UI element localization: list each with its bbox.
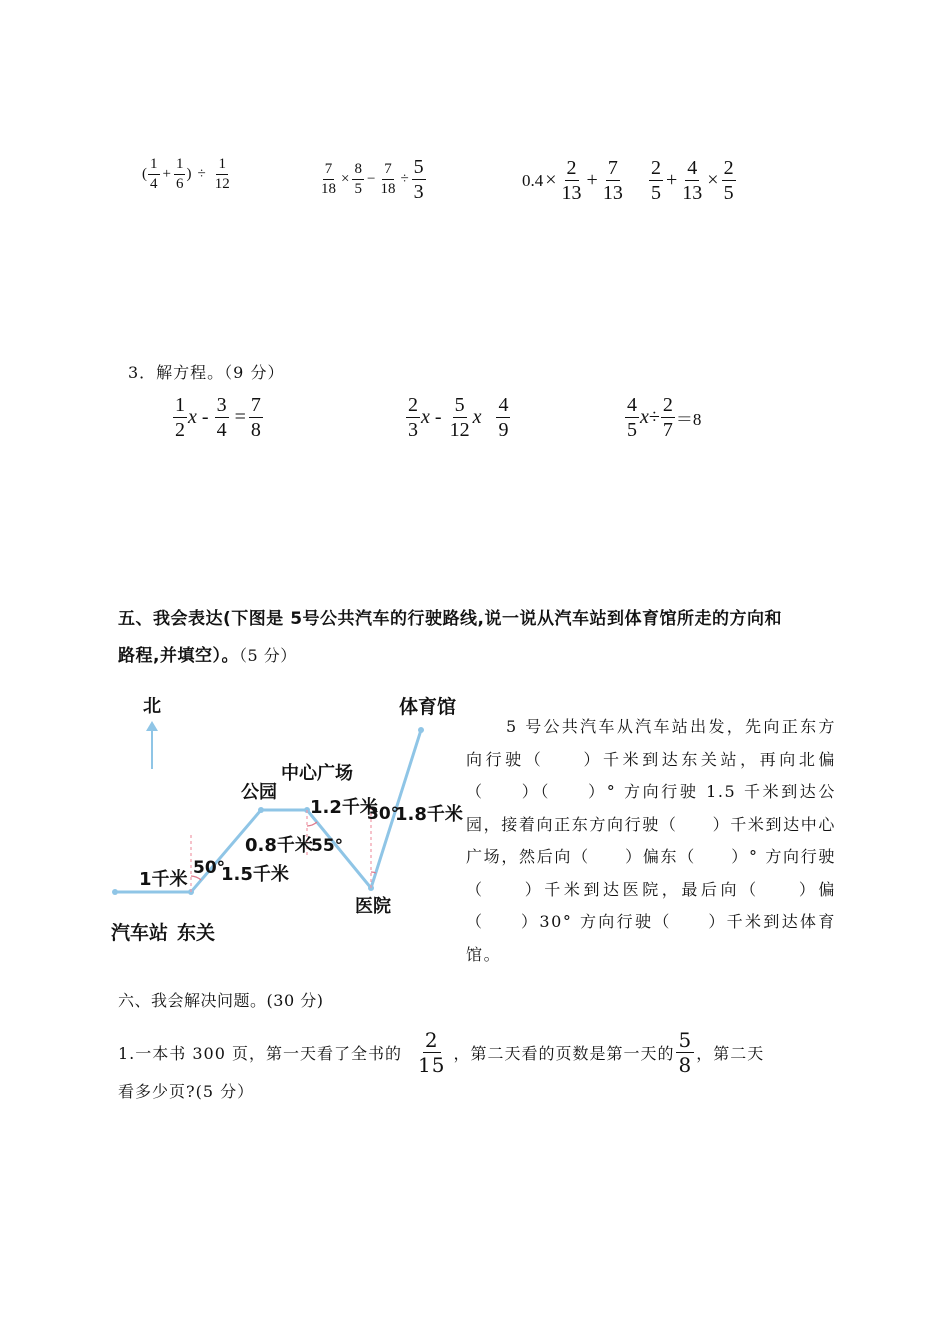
section-5-title-line-1: 五、我会表达(下图是 5号公共汽车的行驶路线,说一说从汽车站到体育馆所走的方向和	[118, 609, 782, 629]
fraction: $\frac{3}{4}$	[216, 394, 227, 441]
angle-arc-55	[307, 822, 317, 826]
fraction: $\frac{2}{3}$	[408, 394, 418, 441]
label-angle-30: 30°	[367, 804, 400, 824]
angle-arc-30	[371, 872, 376, 873]
stop-dot-park	[258, 807, 264, 813]
fraction: $\frac{4}{9}$	[498, 394, 509, 441]
stop-dot-stadium	[418, 727, 424, 733]
fraction: $\frac{2}{15}$	[417, 1028, 446, 1077]
label-distance-2: 1.5千米	[221, 864, 289, 885]
section-5-fill-in-paragraph: 5 号公共汽车从汽车站出发，先向正东方向行驶（ ）千米到达东关站，再向北偏（ ）（ ）° 方向行驶 1.5 千米到达公园，接着向正东方向行驶（ ）千米到达中心广场，然后向（ ）偏东（ ）° 方向行驶（ ）千米到达医院，最后向（ ）偏（ ）30° 方向行驶（ ）千米到达体育馆。	[466, 717, 836, 964]
fraction: $\frac{1}{6}$	[175, 156, 184, 192]
paren-open: (	[142, 166, 147, 182]
fraction: $\frac{1}{2}$	[175, 394, 185, 441]
equation-3: $\frac{4}{5}$ x ÷ $\frac{2}{7}$ ＝8	[627, 394, 702, 441]
fraction: $\frac{2}{13}$	[561, 157, 582, 204]
fraction: $\frac{7}{13}$	[602, 157, 623, 204]
fraction: $\frac{5}{12}$	[449, 394, 470, 441]
section-6-title: 六、我会解决问题。(30 分)	[118, 991, 324, 1010]
bus-route-map	[105, 685, 463, 950]
label-hospital: 医院	[355, 896, 391, 917]
label-stadium: 体育馆	[399, 696, 457, 718]
fraction: $\frac{2}{7}$	[662, 394, 673, 441]
label-angle-50: 50°	[193, 858, 226, 878]
fraction: $\frac{8}{5}$	[354, 161, 362, 197]
calc-expression-4: $\frac{2}{5}$ + $\frac{4}{13}$ × $\frac{2}{5}$	[651, 157, 734, 204]
fraction: $\frac{7}{18}$	[321, 161, 336, 197]
fraction: $\frac{5}{3}$	[413, 156, 424, 203]
fraction: $\frac{1}{4}$	[150, 156, 158, 192]
paren-close: )	[186, 166, 192, 182]
label-distance-5: 1.8千米	[395, 804, 463, 825]
fraction: $\frac{7}{8}$	[250, 394, 261, 441]
calc-expression-3: 0.4 × $\frac{2}{13}$ + $\frac{7}{13}$	[522, 157, 623, 204]
fraction: $\frac{4}{13}$	[682, 157, 703, 204]
label-park: 公园	[241, 782, 277, 803]
label-distance-1: 1千米	[139, 869, 188, 890]
section-3-title: 3．解方程。（9 分）	[128, 363, 285, 382]
equation-2: $\frac{2}{3}$ x - $\frac{5}{12}$ x $\frac{4}{9}$	[408, 394, 509, 441]
label-angle-55: 55°	[311, 836, 344, 856]
label-distance-4: 1.2千米	[310, 797, 378, 818]
fraction: $\frac{7}{18}$	[380, 161, 396, 197]
label-distance-3: 0.8千米	[245, 835, 313, 856]
question-1-line-2: 看多少页?(5 分）	[118, 1082, 255, 1101]
north-label: 北	[143, 696, 161, 717]
fraction: $\frac{1}{12}$	[214, 156, 230, 192]
fraction: $\frac{2}{5}$	[651, 157, 661, 204]
equation-1: $\frac{1}{2}$ x - $\frac{3}{4}$ = $\frac{7}{8}$	[175, 394, 261, 441]
question-1-line-1: 1.一本书 300 页，第一天看了全书的 $\frac{2}{15}$ ，第二天看的页数是第一天的 $\frac{5}{8}$ ，第二天	[118, 1028, 765, 1077]
calc-expression-1: ( $\frac{1}{4}$ + $\frac{1}{6}$ ) ÷ $\frac{1}{12}$	[142, 156, 230, 192]
north-arrow-head	[146, 721, 158, 731]
label-center: 中心广场	[281, 763, 353, 784]
fraction: $\frac{5}{8}$	[678, 1028, 693, 1077]
fraction: $\frac{2}{5}$	[723, 157, 734, 204]
label-bus-station: 汽车站	[111, 922, 169, 944]
fraction: $\frac{4}{5}$	[627, 394, 637, 441]
calc-expression-2: $\frac{7}{18}$ × $\frac{8}{5}$ − $\frac{7}{18}$ ÷ $\frac{5}{3}$	[321, 156, 424, 203]
label-dongguan: 东关	[177, 922, 216, 944]
section-5-title-line-2: 路程,并填空）。（5 分）	[118, 646, 297, 666]
stop-dot-bus-station	[112, 889, 118, 895]
